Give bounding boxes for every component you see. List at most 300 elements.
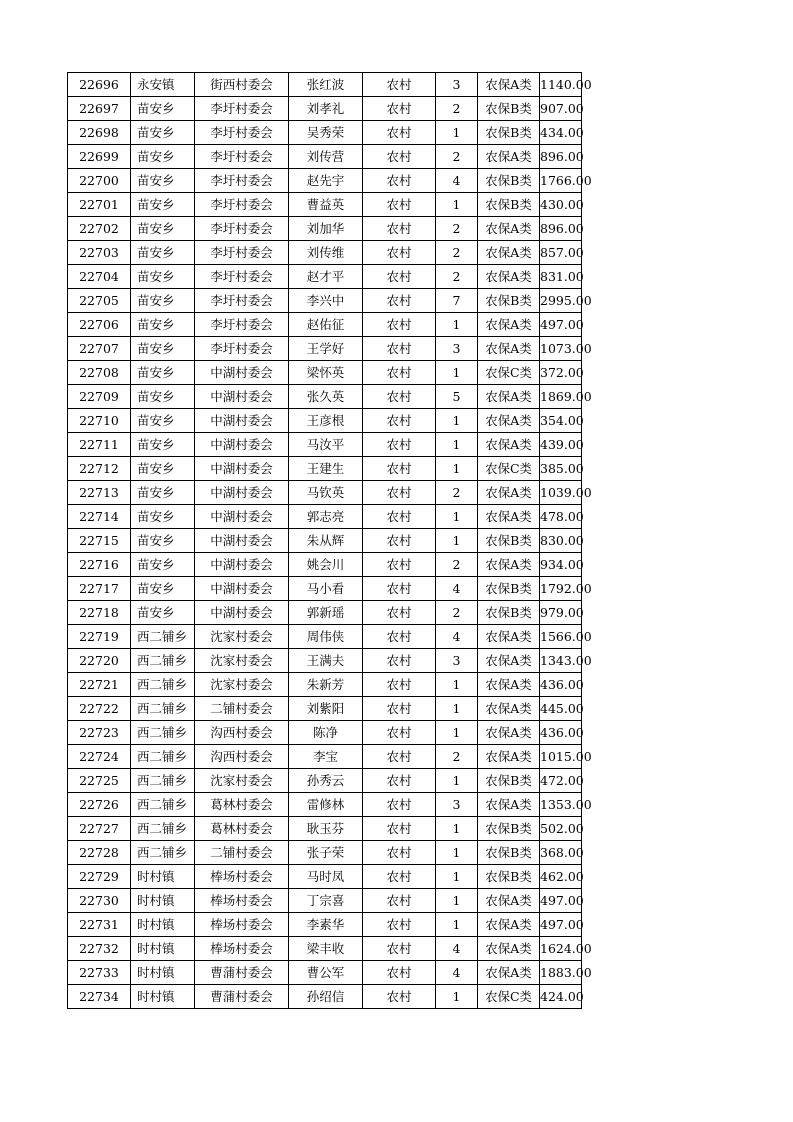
member-count-cell: 1 bbox=[436, 529, 478, 553]
table-row bbox=[68, 193, 582, 217]
township-cell: 时村镇 bbox=[131, 937, 195, 961]
insurance-class-cell: 农保B类 bbox=[478, 97, 540, 121]
table-row bbox=[68, 505, 582, 529]
village-cell: 沈家村委会 bbox=[195, 649, 289, 673]
insurance-class-cell: 农保A类 bbox=[478, 553, 540, 577]
member-count-cell: 3 bbox=[436, 337, 478, 361]
insurance-class-cell: 农保A类 bbox=[478, 73, 540, 97]
township-cell: 苗安乡 bbox=[131, 481, 195, 505]
serial-number-cell: 22726 bbox=[68, 793, 131, 817]
serial-number-cell: 22730 bbox=[68, 889, 131, 913]
township-cell: 西二铺乡 bbox=[131, 649, 195, 673]
member-count-cell: 1 bbox=[436, 409, 478, 433]
table-row bbox=[68, 121, 582, 145]
household-type-cell: 农村 bbox=[363, 601, 436, 625]
name-cell: 马小看 bbox=[289, 577, 363, 601]
serial-number-cell: 22710 bbox=[68, 409, 131, 433]
insurance-class-cell: 农保B类 bbox=[478, 289, 540, 313]
serial-number-cell: 22704 bbox=[68, 265, 131, 289]
table-row bbox=[68, 553, 582, 577]
table-row bbox=[68, 601, 582, 625]
member-count-cell: 1 bbox=[436, 721, 478, 745]
household-type-cell: 农村 bbox=[363, 577, 436, 601]
table-row bbox=[68, 217, 582, 241]
household-type-cell: 农村 bbox=[363, 721, 436, 745]
name-cell: 王满夫 bbox=[289, 649, 363, 673]
name-cell: 刘加华 bbox=[289, 217, 363, 241]
insurance-class-cell: 农保A类 bbox=[478, 385, 540, 409]
member-count-cell: 1 bbox=[436, 697, 478, 721]
amount-cell: 372.00 bbox=[540, 361, 582, 385]
name-cell: 曹益英 bbox=[289, 193, 363, 217]
township-cell: 苗安乡 bbox=[131, 313, 195, 337]
insurance-class-cell: 农保A类 bbox=[478, 697, 540, 721]
name-cell: 赵佑征 bbox=[289, 313, 363, 337]
household-type-cell: 农村 bbox=[363, 409, 436, 433]
member-count-cell: 2 bbox=[436, 217, 478, 241]
insurance-class-cell: 农保C类 bbox=[478, 361, 540, 385]
insurance-class-cell: 农保A类 bbox=[478, 913, 540, 937]
name-cell: 刘孝礼 bbox=[289, 97, 363, 121]
table-row bbox=[68, 745, 582, 769]
name-cell: 曹公军 bbox=[289, 961, 363, 985]
household-type-cell: 农村 bbox=[363, 265, 436, 289]
village-cell: 棒场村委会 bbox=[195, 889, 289, 913]
table-row bbox=[68, 481, 582, 505]
village-cell: 二铺村委会 bbox=[195, 697, 289, 721]
insurance-class-cell: 农保A类 bbox=[478, 337, 540, 361]
household-type-cell: 农村 bbox=[363, 433, 436, 457]
table-row bbox=[68, 889, 582, 913]
township-cell: 西二铺乡 bbox=[131, 745, 195, 769]
township-cell: 苗安乡 bbox=[131, 145, 195, 169]
name-cell: 姚会川 bbox=[289, 553, 363, 577]
serial-number-cell: 22715 bbox=[68, 529, 131, 553]
serial-number-cell: 22722 bbox=[68, 697, 131, 721]
member-count-cell: 2 bbox=[436, 481, 478, 505]
household-type-cell: 农村 bbox=[363, 961, 436, 985]
table-row bbox=[68, 841, 582, 865]
household-type-cell: 农村 bbox=[363, 145, 436, 169]
table-row bbox=[68, 865, 582, 889]
name-cell: 张久英 bbox=[289, 385, 363, 409]
table-row bbox=[68, 169, 582, 193]
table-row bbox=[68, 937, 582, 961]
name-cell: 郭志亮 bbox=[289, 505, 363, 529]
village-cell: 曹蒲村委会 bbox=[195, 985, 289, 1009]
amount-cell: 1566.00 bbox=[540, 625, 582, 649]
member-count-cell: 1 bbox=[436, 889, 478, 913]
township-cell: 时村镇 bbox=[131, 889, 195, 913]
member-count-cell: 1 bbox=[436, 505, 478, 529]
table-row bbox=[68, 265, 582, 289]
name-cell: 赵先宇 bbox=[289, 169, 363, 193]
table-row bbox=[68, 361, 582, 385]
township-cell: 苗安乡 bbox=[131, 169, 195, 193]
name-cell: 刘紫阳 bbox=[289, 697, 363, 721]
table-row bbox=[68, 145, 582, 169]
amount-cell: 445.00 bbox=[540, 697, 582, 721]
township-cell: 苗安乡 bbox=[131, 529, 195, 553]
serial-number-cell: 22714 bbox=[68, 505, 131, 529]
village-cell: 李圩村委会 bbox=[195, 121, 289, 145]
insurance-class-cell: 农保A类 bbox=[478, 889, 540, 913]
name-cell: 李宝 bbox=[289, 745, 363, 769]
village-cell: 葛林村委会 bbox=[195, 793, 289, 817]
village-cell: 李圩村委会 bbox=[195, 97, 289, 121]
name-cell: 马钦英 bbox=[289, 481, 363, 505]
table-row bbox=[68, 913, 582, 937]
insurance-class-cell: 农保A类 bbox=[478, 745, 540, 769]
amount-cell: 979.00 bbox=[540, 601, 582, 625]
name-cell: 朱新芳 bbox=[289, 673, 363, 697]
member-count-cell: 1 bbox=[436, 817, 478, 841]
member-count-cell: 4 bbox=[436, 577, 478, 601]
village-cell: 沟西村委会 bbox=[195, 721, 289, 745]
village-cell: 沈家村委会 bbox=[195, 625, 289, 649]
name-cell: 赵才平 bbox=[289, 265, 363, 289]
serial-number-cell: 22723 bbox=[68, 721, 131, 745]
household-type-cell: 农村 bbox=[363, 73, 436, 97]
amount-cell: 502.00 bbox=[540, 817, 582, 841]
serial-number-cell: 22721 bbox=[68, 673, 131, 697]
insurance-class-cell: 农保A类 bbox=[478, 217, 540, 241]
serial-number-cell: 22706 bbox=[68, 313, 131, 337]
member-count-cell: 3 bbox=[436, 793, 478, 817]
village-cell: 棒场村委会 bbox=[195, 913, 289, 937]
township-cell: 西二铺乡 bbox=[131, 721, 195, 745]
insurance-class-cell: 农保A类 bbox=[478, 265, 540, 289]
name-cell: 刘传营 bbox=[289, 145, 363, 169]
name-cell: 李兴中 bbox=[289, 289, 363, 313]
name-cell: 郭新瑶 bbox=[289, 601, 363, 625]
village-cell: 中湖村委会 bbox=[195, 433, 289, 457]
insurance-class-cell: 农保A类 bbox=[478, 625, 540, 649]
amount-cell: 1140.00 bbox=[540, 73, 582, 97]
insurance-class-cell: 农保B类 bbox=[478, 841, 540, 865]
insurance-class-cell: 农保B类 bbox=[478, 121, 540, 145]
village-cell: 沈家村委会 bbox=[195, 673, 289, 697]
table-row bbox=[68, 313, 582, 337]
township-cell: 苗安乡 bbox=[131, 97, 195, 121]
member-count-cell: 1 bbox=[436, 193, 478, 217]
member-count-cell: 3 bbox=[436, 649, 478, 673]
member-count-cell: 5 bbox=[436, 385, 478, 409]
amount-cell: 896.00 bbox=[540, 217, 582, 241]
amount-cell: 434.00 bbox=[540, 121, 582, 145]
table-row bbox=[68, 385, 582, 409]
township-cell: 时村镇 bbox=[131, 985, 195, 1009]
township-cell: 苗安乡 bbox=[131, 241, 195, 265]
serial-number-cell: 22720 bbox=[68, 649, 131, 673]
household-type-cell: 农村 bbox=[363, 889, 436, 913]
insurance-class-cell: 农保B类 bbox=[478, 529, 540, 553]
name-cell: 马汝平 bbox=[289, 433, 363, 457]
household-type-cell: 农村 bbox=[363, 481, 436, 505]
amount-cell: 354.00 bbox=[540, 409, 582, 433]
table-body bbox=[68, 73, 592, 1009]
village-cell: 李圩村委会 bbox=[195, 169, 289, 193]
table-row bbox=[68, 241, 582, 265]
household-type-cell: 农村 bbox=[363, 985, 436, 1009]
name-cell: 孙秀云 bbox=[289, 769, 363, 793]
household-type-cell: 农村 bbox=[363, 385, 436, 409]
household-type-cell: 农村 bbox=[363, 745, 436, 769]
amount-cell: 1073.00 bbox=[540, 337, 582, 361]
table-row bbox=[68, 73, 582, 97]
member-count-cell: 1 bbox=[436, 313, 478, 337]
serial-number-cell: 22724 bbox=[68, 745, 131, 769]
serial-number-cell: 22733 bbox=[68, 961, 131, 985]
amount-cell: 896.00 bbox=[540, 145, 582, 169]
name-cell: 雷修林 bbox=[289, 793, 363, 817]
household-type-cell: 农村 bbox=[363, 673, 436, 697]
amount-cell: 830.00 bbox=[540, 529, 582, 553]
village-cell: 李圩村委会 bbox=[195, 145, 289, 169]
village-cell: 中湖村委会 bbox=[195, 409, 289, 433]
member-count-cell: 2 bbox=[436, 97, 478, 121]
household-type-cell: 农村 bbox=[363, 793, 436, 817]
serial-number-cell: 22707 bbox=[68, 337, 131, 361]
amount-cell: 1039.00 bbox=[540, 481, 582, 505]
table-row bbox=[68, 433, 582, 457]
village-cell: 中湖村委会 bbox=[195, 481, 289, 505]
insurance-class-cell: 农保A类 bbox=[478, 409, 540, 433]
household-type-cell: 农村 bbox=[363, 937, 436, 961]
serial-number-cell: 22702 bbox=[68, 217, 131, 241]
amount-cell: 497.00 bbox=[540, 889, 582, 913]
serial-number-cell: 22725 bbox=[68, 769, 131, 793]
serial-number-cell: 22732 bbox=[68, 937, 131, 961]
member-count-cell: 1 bbox=[436, 841, 478, 865]
table-row bbox=[68, 817, 582, 841]
member-count-cell: 2 bbox=[436, 745, 478, 769]
amount-cell: 907.00 bbox=[540, 97, 582, 121]
member-count-cell: 1 bbox=[436, 457, 478, 481]
amount-cell: 2995.00 bbox=[540, 289, 582, 313]
township-cell: 时村镇 bbox=[131, 913, 195, 937]
amount-cell: 1766.00 bbox=[540, 169, 582, 193]
serial-number-cell: 22703 bbox=[68, 241, 131, 265]
township-cell: 苗安乡 bbox=[131, 289, 195, 313]
member-count-cell: 2 bbox=[436, 601, 478, 625]
amount-cell: 439.00 bbox=[540, 433, 582, 457]
table-row bbox=[68, 649, 582, 673]
village-cell: 棒场村委会 bbox=[195, 865, 289, 889]
village-cell: 中湖村委会 bbox=[195, 529, 289, 553]
township-cell: 西二铺乡 bbox=[131, 673, 195, 697]
name-cell: 李素华 bbox=[289, 913, 363, 937]
insurance-class-cell: 农保A类 bbox=[478, 433, 540, 457]
table-row bbox=[68, 577, 582, 601]
member-count-cell: 1 bbox=[436, 769, 478, 793]
serial-number-cell: 22696 bbox=[68, 73, 131, 97]
village-cell: 街西村委会 bbox=[195, 73, 289, 97]
serial-number-cell: 22734 bbox=[68, 985, 131, 1009]
amount-cell: 857.00 bbox=[540, 241, 582, 265]
household-type-cell: 农村 bbox=[363, 193, 436, 217]
serial-number-cell: 22711 bbox=[68, 433, 131, 457]
insurance-class-cell: 农保C类 bbox=[478, 985, 540, 1009]
serial-number-cell: 22727 bbox=[68, 817, 131, 841]
name-cell: 丁宗喜 bbox=[289, 889, 363, 913]
township-cell: 西二铺乡 bbox=[131, 697, 195, 721]
insurance-class-cell: 农保A类 bbox=[478, 505, 540, 529]
township-cell: 苗安乡 bbox=[131, 457, 195, 481]
serial-number-cell: 22719 bbox=[68, 625, 131, 649]
township-cell: 西二铺乡 bbox=[131, 769, 195, 793]
amount-cell: 1015.00 bbox=[540, 745, 582, 769]
serial-number-cell: 22705 bbox=[68, 289, 131, 313]
serial-number-cell: 22697 bbox=[68, 97, 131, 121]
amount-cell: 462.00 bbox=[540, 865, 582, 889]
amount-cell: 1343.00 bbox=[540, 649, 582, 673]
household-type-cell: 农村 bbox=[363, 169, 436, 193]
table-row bbox=[68, 697, 582, 721]
insurance-class-cell: 农保A类 bbox=[478, 241, 540, 265]
name-cell: 张子荣 bbox=[289, 841, 363, 865]
amount-cell: 424.00 bbox=[540, 985, 582, 1009]
name-cell: 朱从辉 bbox=[289, 529, 363, 553]
insurance-class-cell: 农保A类 bbox=[478, 481, 540, 505]
member-count-cell: 2 bbox=[436, 553, 478, 577]
household-type-cell: 农村 bbox=[363, 649, 436, 673]
amount-cell: 436.00 bbox=[540, 673, 582, 697]
table-row bbox=[68, 409, 582, 433]
household-type-cell: 农村 bbox=[363, 769, 436, 793]
village-cell: 中湖村委会 bbox=[195, 577, 289, 601]
benefit-table bbox=[67, 72, 592, 1009]
township-cell: 西二铺乡 bbox=[131, 793, 195, 817]
insurance-class-cell: 农保B类 bbox=[478, 769, 540, 793]
amount-cell: 497.00 bbox=[540, 913, 582, 937]
table-row bbox=[68, 625, 582, 649]
table-row bbox=[68, 457, 582, 481]
township-cell: 苗安乡 bbox=[131, 385, 195, 409]
member-count-cell: 2 bbox=[436, 241, 478, 265]
table-row bbox=[68, 529, 582, 553]
township-cell: 苗安乡 bbox=[131, 265, 195, 289]
township-cell: 西二铺乡 bbox=[131, 625, 195, 649]
township-cell: 苗安乡 bbox=[131, 433, 195, 457]
table-row bbox=[68, 673, 582, 697]
member-count-cell: 1 bbox=[436, 985, 478, 1009]
township-cell: 苗安乡 bbox=[131, 553, 195, 577]
household-type-cell: 农村 bbox=[363, 505, 436, 529]
household-type-cell: 农村 bbox=[363, 913, 436, 937]
insurance-class-cell: 农保A类 bbox=[478, 937, 540, 961]
member-count-cell: 4 bbox=[436, 169, 478, 193]
name-cell: 吴秀荣 bbox=[289, 121, 363, 145]
village-cell: 李圩村委会 bbox=[195, 337, 289, 361]
household-type-cell: 农村 bbox=[363, 97, 436, 121]
amount-cell: 1869.00 bbox=[540, 385, 582, 409]
household-type-cell: 农村 bbox=[363, 289, 436, 313]
serial-number-cell: 22717 bbox=[68, 577, 131, 601]
table-row bbox=[68, 97, 582, 121]
household-type-cell: 农村 bbox=[363, 337, 436, 361]
township-cell: 苗安乡 bbox=[131, 601, 195, 625]
village-cell: 中湖村委会 bbox=[195, 505, 289, 529]
amount-cell: 1792.00 bbox=[540, 577, 582, 601]
insurance-class-cell: 农保A类 bbox=[478, 145, 540, 169]
table-row bbox=[68, 769, 582, 793]
member-count-cell: 4 bbox=[436, 937, 478, 961]
table-row bbox=[68, 721, 582, 745]
insurance-class-cell: 农保A类 bbox=[478, 649, 540, 673]
insurance-class-cell: 农保A类 bbox=[478, 793, 540, 817]
household-type-cell: 农村 bbox=[363, 625, 436, 649]
township-cell: 时村镇 bbox=[131, 961, 195, 985]
table-row bbox=[68, 961, 582, 985]
serial-number-cell: 22712 bbox=[68, 457, 131, 481]
household-type-cell: 农村 bbox=[363, 361, 436, 385]
insurance-class-cell: 农保A类 bbox=[478, 721, 540, 745]
name-cell: 王学好 bbox=[289, 337, 363, 361]
serial-number-cell: 22701 bbox=[68, 193, 131, 217]
serial-number-cell: 22731 bbox=[68, 913, 131, 937]
member-count-cell: 1 bbox=[436, 121, 478, 145]
serial-number-cell: 22713 bbox=[68, 481, 131, 505]
serial-number-cell: 22729 bbox=[68, 865, 131, 889]
serial-number-cell: 22699 bbox=[68, 145, 131, 169]
village-cell: 中湖村委会 bbox=[195, 457, 289, 481]
table-row bbox=[68, 985, 582, 1009]
name-cell: 王彦根 bbox=[289, 409, 363, 433]
township-cell: 苗安乡 bbox=[131, 217, 195, 241]
village-cell: 沟西村委会 bbox=[195, 745, 289, 769]
member-count-cell: 4 bbox=[436, 961, 478, 985]
insurance-class-cell: 农保A类 bbox=[478, 673, 540, 697]
township-cell: 西二铺乡 bbox=[131, 841, 195, 865]
insurance-class-cell: 农保C类 bbox=[478, 457, 540, 481]
village-cell: 李圩村委会 bbox=[195, 265, 289, 289]
village-cell: 李圩村委会 bbox=[195, 217, 289, 241]
village-cell: 曹蒲村委会 bbox=[195, 961, 289, 985]
insurance-class-cell: 农保B类 bbox=[478, 193, 540, 217]
household-type-cell: 农村 bbox=[363, 529, 436, 553]
amount-cell: 368.00 bbox=[540, 841, 582, 865]
village-cell: 李圩村委会 bbox=[195, 289, 289, 313]
household-type-cell: 农村 bbox=[363, 865, 436, 889]
name-cell: 马时凤 bbox=[289, 865, 363, 889]
amount-cell: 934.00 bbox=[540, 553, 582, 577]
township-cell: 永安镇 bbox=[131, 73, 195, 97]
amount-cell: 436.00 bbox=[540, 721, 582, 745]
township-cell: 西二铺乡 bbox=[131, 817, 195, 841]
township-cell: 苗安乡 bbox=[131, 337, 195, 361]
household-type-cell: 农村 bbox=[363, 241, 436, 265]
table-row bbox=[68, 289, 582, 313]
household-type-cell: 农村 bbox=[363, 697, 436, 721]
insurance-class-cell: 农保B类 bbox=[478, 577, 540, 601]
amount-cell: 497.00 bbox=[540, 313, 582, 337]
household-type-cell: 农村 bbox=[363, 457, 436, 481]
village-cell: 李圩村委会 bbox=[195, 193, 289, 217]
member-count-cell: 7 bbox=[436, 289, 478, 313]
village-cell: 中湖村委会 bbox=[195, 385, 289, 409]
name-cell: 孙绍信 bbox=[289, 985, 363, 1009]
serial-number-cell: 22728 bbox=[68, 841, 131, 865]
serial-number-cell: 22700 bbox=[68, 169, 131, 193]
member-count-cell: 1 bbox=[436, 433, 478, 457]
serial-number-cell: 22708 bbox=[68, 361, 131, 385]
insurance-class-cell: 农保A类 bbox=[478, 313, 540, 337]
household-type-cell: 农村 bbox=[363, 553, 436, 577]
amount-cell: 1883.00 bbox=[540, 961, 582, 985]
insurance-class-cell: 农保A类 bbox=[478, 961, 540, 985]
household-type-cell: 农村 bbox=[363, 817, 436, 841]
